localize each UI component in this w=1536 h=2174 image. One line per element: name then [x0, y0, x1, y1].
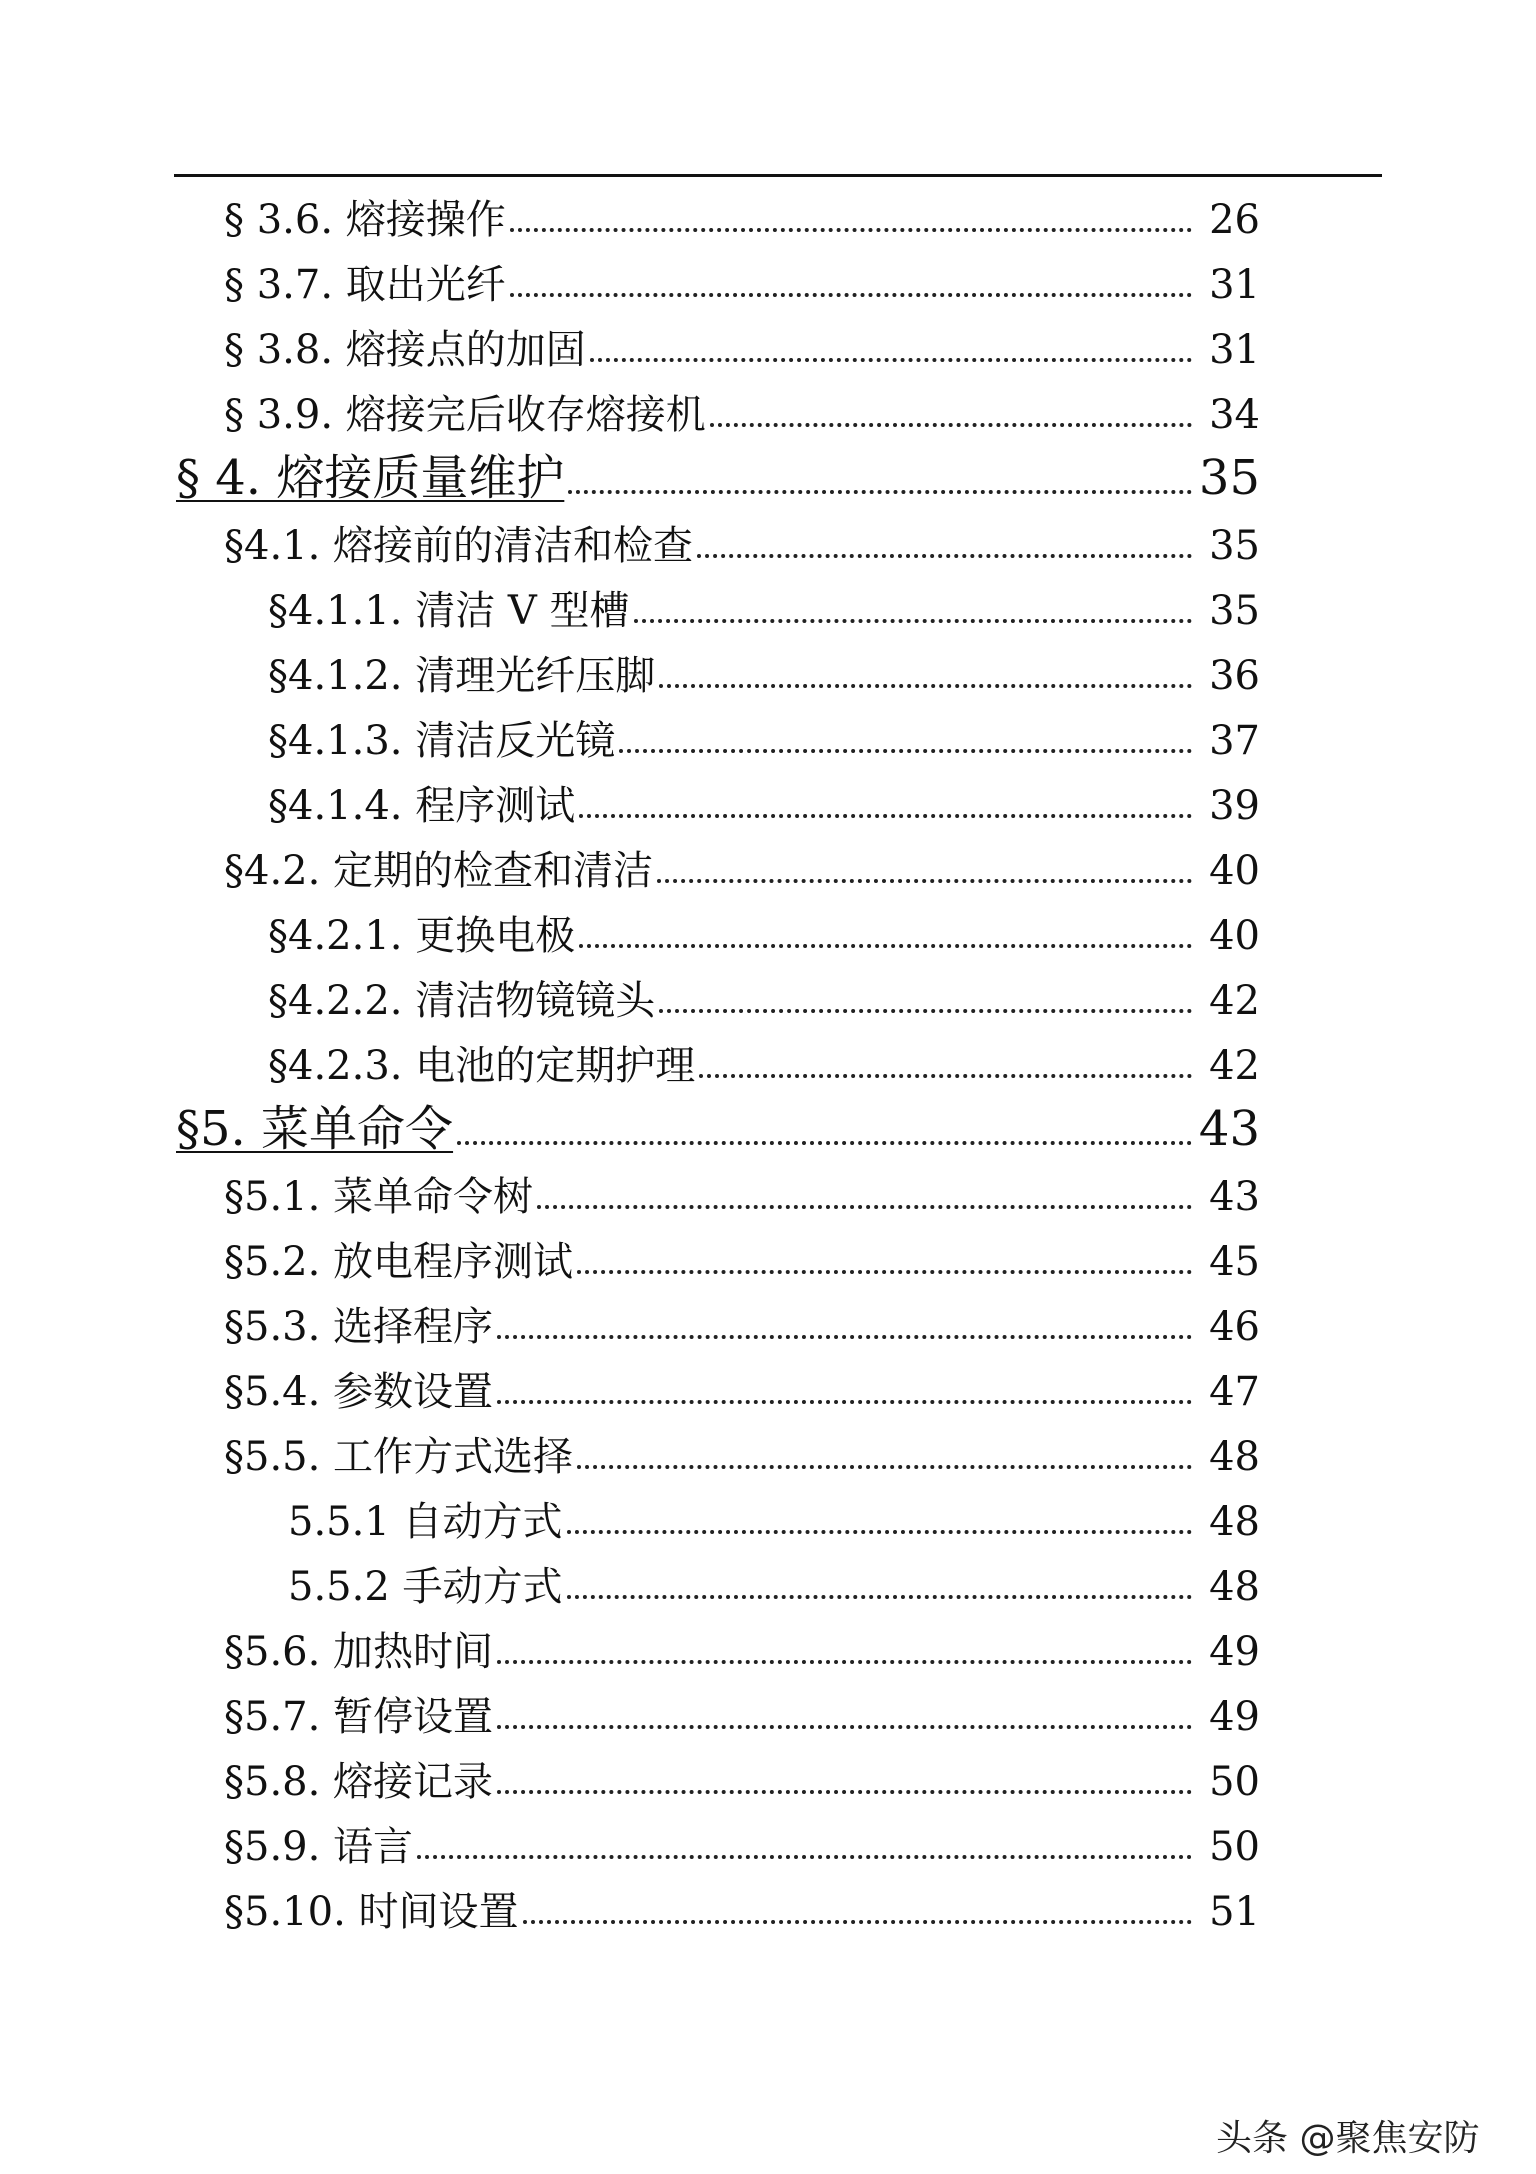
toc-entry-title: §4.2.3. 电池的定期护理 [268, 1043, 696, 1086]
toc-entry-page: 31 [1209, 262, 1260, 305]
toc-entry-4-1-3[interactable] [268, 701, 1260, 761]
dot-leader [659, 684, 1192, 688]
toc-entry-title: §4.2.1. 更换电极 [268, 913, 576, 956]
toc-entry-5-9[interactable] [224, 1807, 1260, 1867]
toc-entry-page: 50 [1209, 1824, 1260, 1867]
toc-entry-4-1-2[interactable] [268, 636, 1260, 696]
dot-leader [497, 1335, 1192, 1339]
toc-entry-5-6[interactable] [224, 1612, 1260, 1672]
toc-entry-page: 42 [1209, 978, 1260, 1021]
toc-entry-page: 47 [1209, 1369, 1260, 1412]
dot-leader [417, 1855, 1192, 1859]
dot-leader [568, 490, 1192, 494]
toc-entry-5-4[interactable] [224, 1352, 1260, 1412]
dot-leader [619, 749, 1192, 753]
toc-entry-title: §5.3. 选择程序 [224, 1304, 494, 1347]
toc-entry-title: §4.1.3. 清洁反光镜 [268, 718, 616, 761]
dot-leader [590, 358, 1192, 362]
toc-entry-page: 35 [1198, 450, 1260, 502]
toc-entry-title: 5.5.1 自动方式 [288, 1499, 563, 1542]
toc-entry-4[interactable] [176, 442, 1260, 502]
toc-entry-page: 26 [1209, 197, 1260, 240]
toc-entry-title: §4.1.2. 清理光纤压脚 [268, 653, 656, 696]
toc-entry-5-5[interactable] [224, 1417, 1260, 1477]
toc-entry-page: 31 [1209, 327, 1260, 370]
toc-entry-5-1[interactable] [224, 1157, 1260, 1217]
toc-entry-page: 50 [1209, 1759, 1260, 1802]
toc-entry-page: 48 [1209, 1564, 1260, 1607]
toc-entry-3-8[interactable] [224, 310, 1260, 370]
toc-entry-page: 42 [1209, 1043, 1260, 1086]
toc-entry-page: 45 [1209, 1239, 1260, 1282]
toc-entry-4-1-1[interactable] [268, 571, 1260, 631]
toc-entry-3-7[interactable] [224, 245, 1260, 305]
toc-entry-page: 48 [1209, 1434, 1260, 1477]
dot-leader [510, 293, 1192, 297]
toc-entry-5-5-1[interactable] [288, 1482, 1260, 1542]
toc-entry-page: 39 [1209, 783, 1260, 826]
toc-entry-page: 49 [1209, 1629, 1260, 1672]
toc-entry-page: 48 [1209, 1499, 1260, 1542]
toc-entry-3-6[interactable] [224, 180, 1260, 240]
toc-entry-page: 34 [1209, 392, 1260, 435]
toc-entry-title: §5.2. 放电程序测试 [224, 1239, 574, 1282]
toc-entry-title: §5.4. 参数设置 [224, 1369, 494, 1412]
toc-entry-page: 35 [1209, 588, 1260, 631]
toc-entry-5[interactable] [176, 1093, 1260, 1153]
toc-entry-title: §5. 菜单命令 [176, 1101, 454, 1153]
toc-entry-page: 35 [1209, 523, 1260, 566]
dot-leader [457, 1141, 1192, 1145]
toc-entry-title: §5.8. 熔接记录 [224, 1759, 494, 1802]
toc-entry-title: § 3.6. 熔接操作 [224, 197, 506, 240]
toc-entry-title: § 3.9. 熔接完后收存熔接机 [224, 392, 706, 435]
toc-entry-4-2[interactable] [224, 831, 1260, 891]
dot-leader [567, 1530, 1193, 1534]
watermark-footer: 头条 @聚焦安防 [1216, 2118, 1480, 2159]
dot-leader [510, 228, 1192, 232]
toc-entry-5-2[interactable] [224, 1222, 1260, 1282]
toc-entry-4-1-4[interactable] [268, 766, 1260, 826]
toc-entry-title: §4.2. 定期的检查和清洁 [224, 848, 654, 891]
toc-entry-page: 40 [1209, 913, 1260, 956]
toc-entry-title: §5.1. 菜单命令树 [224, 1174, 534, 1217]
toc-entry-4-2-3[interactable] [268, 1026, 1260, 1086]
toc-entry-5-3[interactable] [224, 1287, 1260, 1347]
toc-entry-page: 49 [1209, 1694, 1260, 1737]
dot-leader [634, 619, 1192, 623]
dot-leader [577, 1465, 1192, 1469]
toc-entry-page: 46 [1209, 1304, 1260, 1347]
dot-leader [579, 944, 1192, 948]
dot-leader [567, 1595, 1193, 1599]
toc-entry-title: § 3.7. 取出光纤 [224, 262, 506, 305]
dot-leader [523, 1920, 1193, 1924]
dot-leader [579, 814, 1192, 818]
toc-entry-title: §5.10. 时间设置 [224, 1889, 519, 1932]
toc-entry-title: §4.2.2. 清洁物镜镜头 [268, 978, 656, 1021]
header-rule [174, 174, 1382, 177]
toc-entry-title: §4.1.1. 清洁 V 型槽 [268, 588, 630, 631]
toc-entry-5-8[interactable] [224, 1742, 1260, 1802]
toc-entry-title: §4.1.4. 程序测试 [268, 783, 576, 826]
toc-entry-page: 37 [1209, 718, 1260, 761]
dot-leader [497, 1725, 1192, 1729]
dot-leader [497, 1400, 1192, 1404]
toc-entry-page: 40 [1209, 848, 1260, 891]
toc-entry-5-7[interactable] [224, 1677, 1260, 1737]
toc-entry-title: 5.5.2 手动方式 [288, 1564, 563, 1607]
toc-entry-3-9[interactable] [224, 375, 1260, 435]
toc-entry-page: 36 [1209, 653, 1260, 696]
dot-leader [497, 1660, 1192, 1664]
toc-entry-4-1[interactable] [224, 506, 1260, 566]
dot-leader [697, 554, 1192, 558]
toc-entry-title: §5.6. 加热时间 [224, 1629, 494, 1672]
dot-leader [577, 1270, 1192, 1274]
toc-entry-page: 43 [1209, 1174, 1260, 1217]
dot-leader [659, 1009, 1192, 1013]
toc-entry-title: §5.9. 语言 [224, 1824, 414, 1867]
toc-entry-title: §5.7. 暂停设置 [224, 1694, 494, 1737]
dot-leader [699, 1074, 1192, 1078]
dot-leader [710, 423, 1192, 427]
toc-entry-page: 43 [1198, 1101, 1260, 1153]
toc-entry-5-10[interactable] [224, 1872, 1260, 1932]
toc-entry-title: §5.5. 工作方式选择 [224, 1434, 574, 1477]
toc-entry-title: § 4. 熔接质量维护 [176, 450, 565, 502]
toc-entry-title: § 3.8. 熔接点的加固 [224, 327, 586, 370]
dot-leader [497, 1790, 1192, 1794]
dot-leader [537, 1205, 1192, 1209]
toc-entry-4-2-2[interactable] [268, 961, 1260, 1021]
dot-leader [657, 879, 1192, 883]
toc-entry-title: §4.1. 熔接前的清洁和检查 [224, 523, 694, 566]
toc-entry-5-5-2[interactable] [288, 1547, 1260, 1607]
toc-entry-4-2-1[interactable] [268, 896, 1260, 956]
toc-entry-page: 51 [1209, 1889, 1260, 1932]
